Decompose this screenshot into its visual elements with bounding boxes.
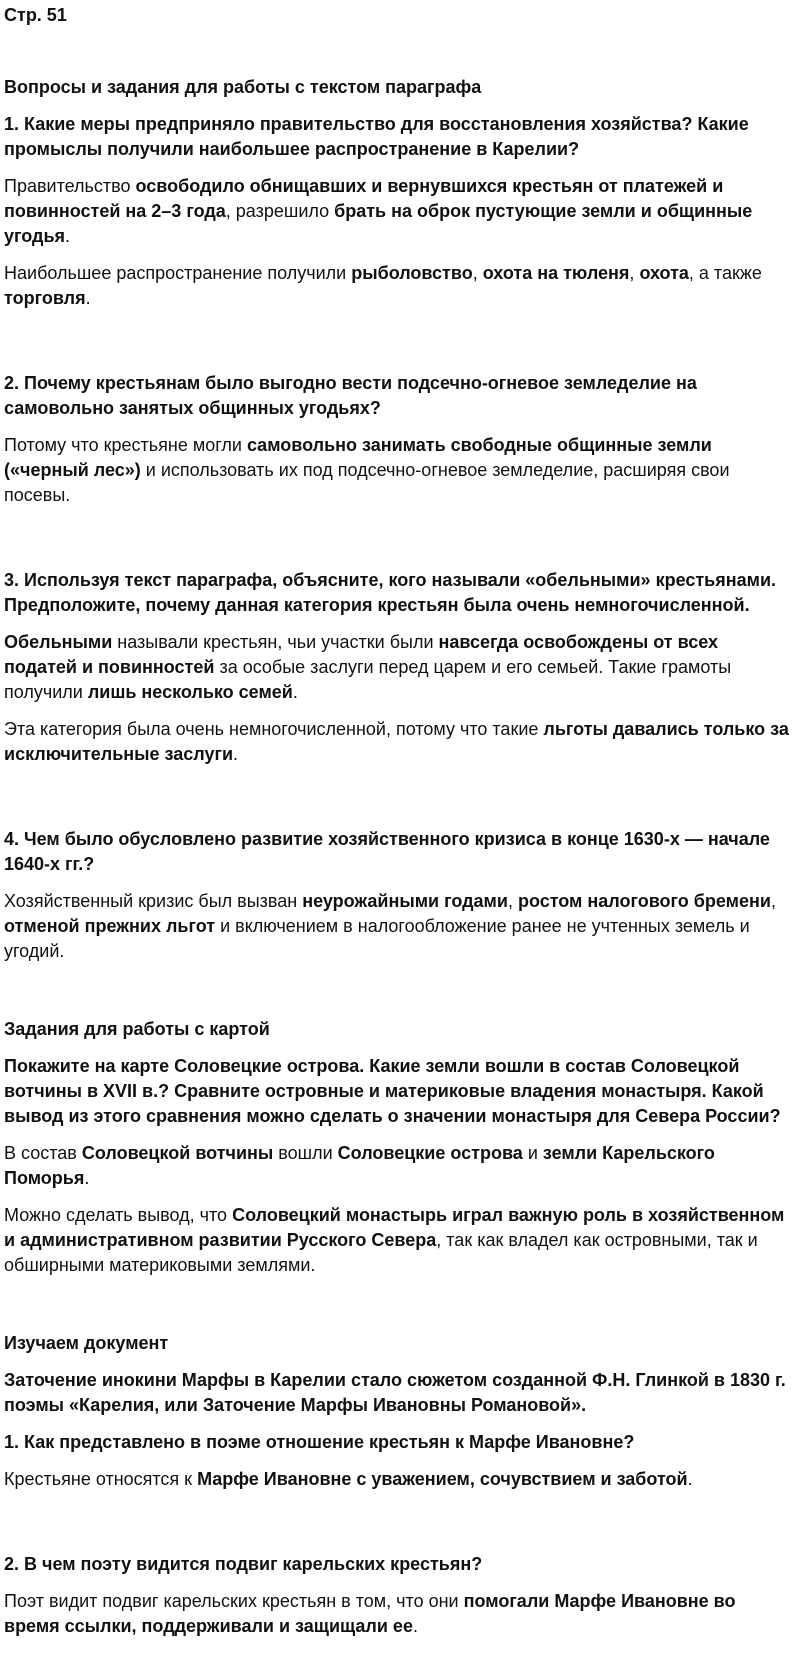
question-1: 1. Какие меры предприняло правительство для восстановления хозяйства? Какие промыслы получили наибольшее распространение в Карелии? xyxy=(4,114,749,159)
answer-bold-text: лишь несколько семей xyxy=(87,682,293,702)
question-3: 3. Используя текст параграфа, объясните, кого называли «обельными» крестьянами. Предположите, почему данная категория крестьян была очень немногочисленной. xyxy=(4,570,777,615)
answer-bold-text: освободило обнищавших и вернувшихся крестьян от платежей и повинностей на 2–3 года xyxy=(4,176,724,221)
answer-text: Можно сделать вывод, что xyxy=(4,1205,233,1225)
answer-paragraph xyxy=(4,261,790,311)
answer-text: . xyxy=(65,226,71,246)
answer-paragraph xyxy=(4,630,790,705)
question-2: 2. Почему крестьянам было выгодно вести подсечно-огневое земледелие на самовольно занятых общинных угодьях? xyxy=(4,373,697,418)
answer-paragraph xyxy=(4,174,790,249)
answer-text: , так как владел как островными, так и обширными материковыми землями. xyxy=(4,1230,758,1275)
answer-text: , xyxy=(472,263,483,283)
answer-text: , а также xyxy=(688,263,762,283)
answer-paragraph xyxy=(4,717,790,767)
answer-paragraph xyxy=(4,433,790,508)
answer-bold-text: навсегда освобождены от всех податей и повинностей xyxy=(4,632,718,677)
answer-text: и включением в налогообложение ранее не учтенных земель и угодий. xyxy=(4,916,750,961)
answer-text: . xyxy=(233,744,239,764)
answer-paragraph xyxy=(4,1203,790,1278)
answer-bold-text: Соловецкие острова xyxy=(337,1143,523,1163)
answer-bold-text: охота xyxy=(639,263,689,283)
answer-bold-text: брать на оброк пустующие земли и общинные угодья xyxy=(4,201,753,246)
section-title-document-study: Изучаем документ xyxy=(4,1333,169,1353)
document-question-1: 1. Как представлено в поэме отношение крестьян к Марфе Ивановне? xyxy=(4,1432,635,1452)
answer-bold-text: помогали Марфе Ивановне во время ссылки, поддерживали и защищали ее xyxy=(4,1591,736,1636)
answer-text: Эта категория была очень немногочисленной, потому что такие xyxy=(4,719,544,739)
answer-text: , xyxy=(507,891,518,911)
document-question-2: 2. В чем поэту видится подвиг карельских крестьян? xyxy=(4,1554,483,1574)
answer-bold-text: рыболовство xyxy=(351,263,473,283)
answer-paragraph xyxy=(4,1141,790,1191)
answer-text: называли крестьян, чьи участки были xyxy=(112,632,439,652)
answer-bold-text: Соловецкой вотчины xyxy=(81,1143,274,1163)
answer-paragraph xyxy=(4,889,790,964)
section-title-map-tasks: Задания для работы с картой xyxy=(4,1019,270,1039)
document-intro: Заточение инокини Марфы в Карелии стало сюжетом созданной Ф.Н. Глинкой в 1830 г. поэмы «Карелия, или Заточение Марфы Ивановны Романовой». xyxy=(4,1370,786,1415)
answer-text: . xyxy=(84,1168,90,1188)
answer-text: и xyxy=(522,1143,543,1163)
question-4: 4. Чем было обусловлено развитие хозяйственного кризиса в конце 1630-х — начале 1640-х гг.? xyxy=(4,829,770,874)
page-number: Стр. 51 xyxy=(4,5,67,25)
answer-paragraph xyxy=(4,1467,790,1492)
answer-text: Потому что крестьяне могли xyxy=(4,435,247,455)
answer-text: , xyxy=(629,263,640,283)
answer-bold-text: самовольно занимать свободные общинные земли («черный лес») xyxy=(4,435,712,480)
answer-text: Наибольшее распространение получили xyxy=(4,263,352,283)
answer-text: Поэт видит подвиг карельских крестьян в том, что они xyxy=(4,1591,464,1611)
answer-bold-text: отменой прежних льгот xyxy=(4,916,216,936)
answer-text: . xyxy=(687,1469,693,1489)
answer-text: . xyxy=(85,288,91,308)
answer-text: . xyxy=(412,1616,418,1636)
answer-text: вошли xyxy=(273,1143,338,1163)
answer-text: Хозяйственный кризис был вызван xyxy=(4,891,303,911)
answer-bold-text: Соловецкий монастырь играл важную роль в хозяйственном и административном развитии Русского Севера xyxy=(4,1205,785,1250)
answer-bold-text: льготы давались только за исключительные заслуги xyxy=(4,719,789,764)
answer-text: В состав xyxy=(4,1143,82,1163)
answer-bold-text: ростом налогового бремени xyxy=(517,891,771,911)
answer-paragraph xyxy=(4,1589,790,1639)
answer-text: , xyxy=(770,891,776,911)
answer-text: Правительство xyxy=(4,176,136,196)
answer-text: Крестьяне относятся к xyxy=(4,1469,198,1489)
answer-bold-text: Обельными xyxy=(4,632,113,652)
answer-bold-text: охота на тюленя xyxy=(482,263,630,283)
answer-bold-text: торговля xyxy=(4,288,86,308)
answer-bold-text: земли Карельского Поморья xyxy=(4,1143,715,1188)
section-title-text-questions: Вопросы и задания для работы с текстом параграфа xyxy=(4,77,482,97)
map-question: Покажите на карте Соловецкие острова. Какие земли вошли в состав Соловецкой вотчины в XVII в.? Сравните островные и материковые владения монастыря. Какой вывод из этого сравнения можно сделать о значении монастыря для Севера России? xyxy=(4,1056,781,1126)
answer-text: , разрешило xyxy=(225,201,335,221)
answer-bold-text: неурожайными годами xyxy=(302,891,508,911)
answer-text: и использовать их под подсечно-огневое земледелие, расширяя свои посевы. xyxy=(4,460,730,505)
answer-text: за особые заслуги перед царем и его семьей. Такие грамоты получили xyxy=(4,657,732,702)
answer-text: . xyxy=(292,682,298,702)
answer-bold-text: Марфе Ивановне с уважением, сочувствием и заботой xyxy=(197,1469,688,1489)
